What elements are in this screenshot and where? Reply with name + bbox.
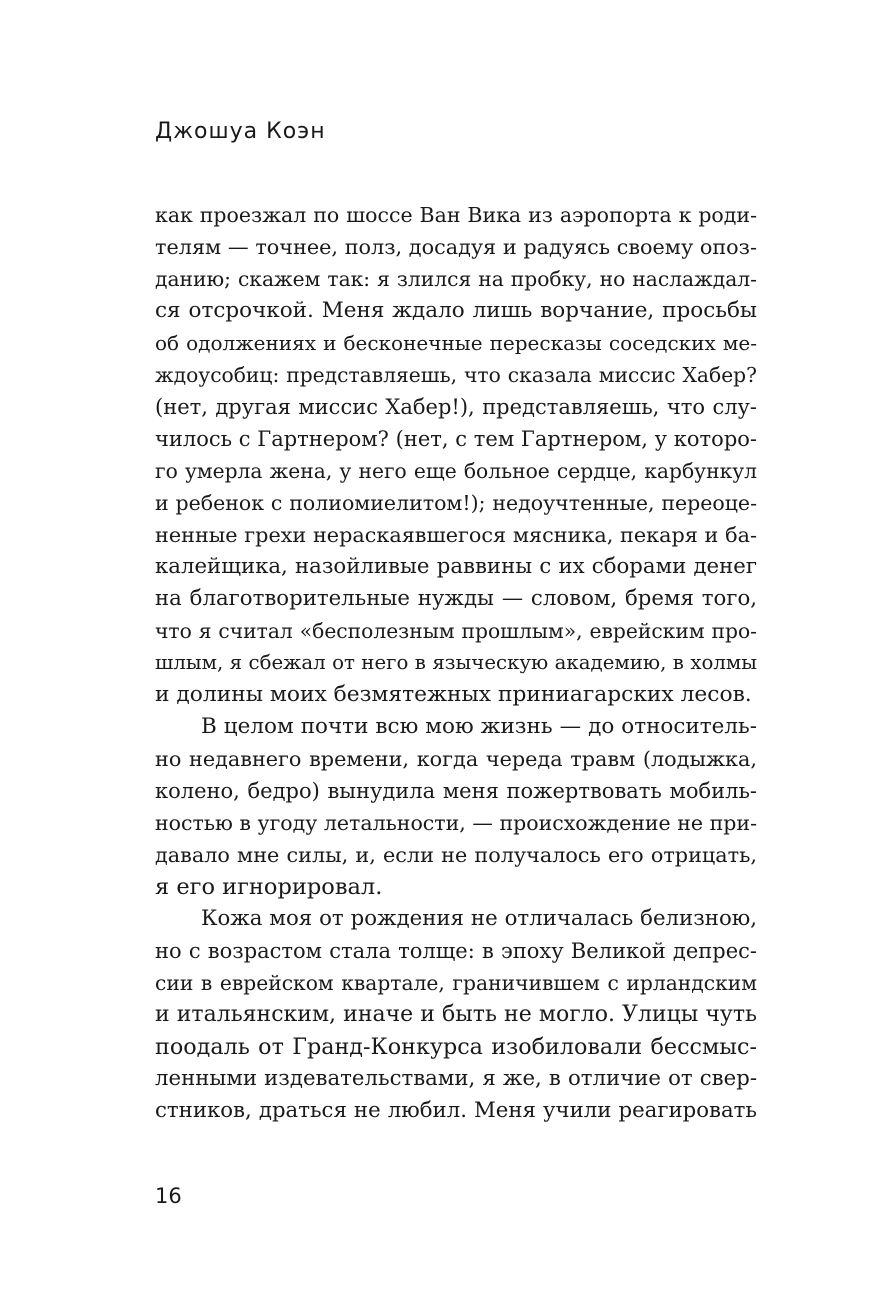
text-line: и итальянским, иначе и быть не могло. Улицы чуть (155, 1002, 757, 1027)
text-line: стников, драться не любил. Меня учили реагировать (155, 1098, 757, 1123)
text-line: я его игнорировал. (155, 874, 383, 900)
text-line: как проезжал по шоссе Ван Вика из аэропорта к роди- (155, 203, 757, 227)
text-line: ждоусобиц: представляешь, что сказала миссис Хабер? (155, 363, 757, 387)
text-line: калейщика, назойливые раввины с их сборами денег (155, 554, 757, 579)
text-line: и ребенок с полиомиелитом!); недоучтенные, переоце- (155, 491, 757, 515)
text-line: Кожа моя от рождения не отличалась белизною, (201, 906, 757, 931)
text-line: го умерла жена, у него еще больное сердце, карбункул (155, 459, 757, 483)
text-line: ленными издевательствами, я же, в отличие от свер- (155, 1066, 757, 1091)
text-line: на благотворительные нужды — словом, бремя того, (155, 586, 757, 611)
paragraph-2 (155, 711, 757, 903)
text-line: В целом почти всю мою жизнь — до относитель- (201, 714, 757, 739)
text-line: и долины моих безмятежных приниагарских лесов. (155, 682, 752, 707)
text-line: что я считал «бесполезным прошлым», еврейским про- (155, 619, 757, 643)
text-line: чилось с Гартнером? (нет, с тем Гартнером, у которо- (155, 427, 757, 451)
running-header: Джошуа Коэн (155, 119, 326, 144)
text-line: сии в еврейском квартале, граничившем с ирландским (155, 971, 757, 995)
paragraph-3 (155, 903, 757, 1127)
text-line: давало мне силы, и, если не получалось его отрицать, (155, 843, 757, 867)
text-line: данию; скажем так: я злился на пробку, но наслаждал- (155, 267, 757, 291)
paragraph-1 (155, 199, 757, 711)
text-line: ностью в угоду летальности, — происхождение не при- (155, 811, 757, 835)
text-line: об одолжениях и бесконечные пересказы соседских ме- (155, 331, 757, 355)
text-line: но недавнего времени, когда череда травм (лодыжка, (155, 747, 757, 771)
text-line: телям — точнее, полз, досадуя и радуясь своему опоз- (155, 235, 757, 259)
text-line: но с возрастом стала толще: в эпоху Великой депрес- (155, 939, 757, 963)
text-line: ненные грехи нераскаявшегося мясника, пекаря и ба- (155, 523, 757, 547)
text-line: шлым, я сбежал от него в языческую академию, в холмы (155, 651, 757, 674)
body-text (155, 199, 757, 1127)
text-line: ся отсрочкой. Меня ждало лишь ворчание, просьбы (155, 298, 757, 323)
text-line: поодаль от Гранд-Конкурса изобиловали бессмыс- (155, 1034, 757, 1060)
text-line: (нет, другая миссис Хабер!), представляешь, что слу- (155, 395, 757, 419)
text-line: колено, бедро) вынудила меня пожертвовать мобиль- (155, 779, 757, 803)
page-number: 16 (155, 1184, 182, 1208)
